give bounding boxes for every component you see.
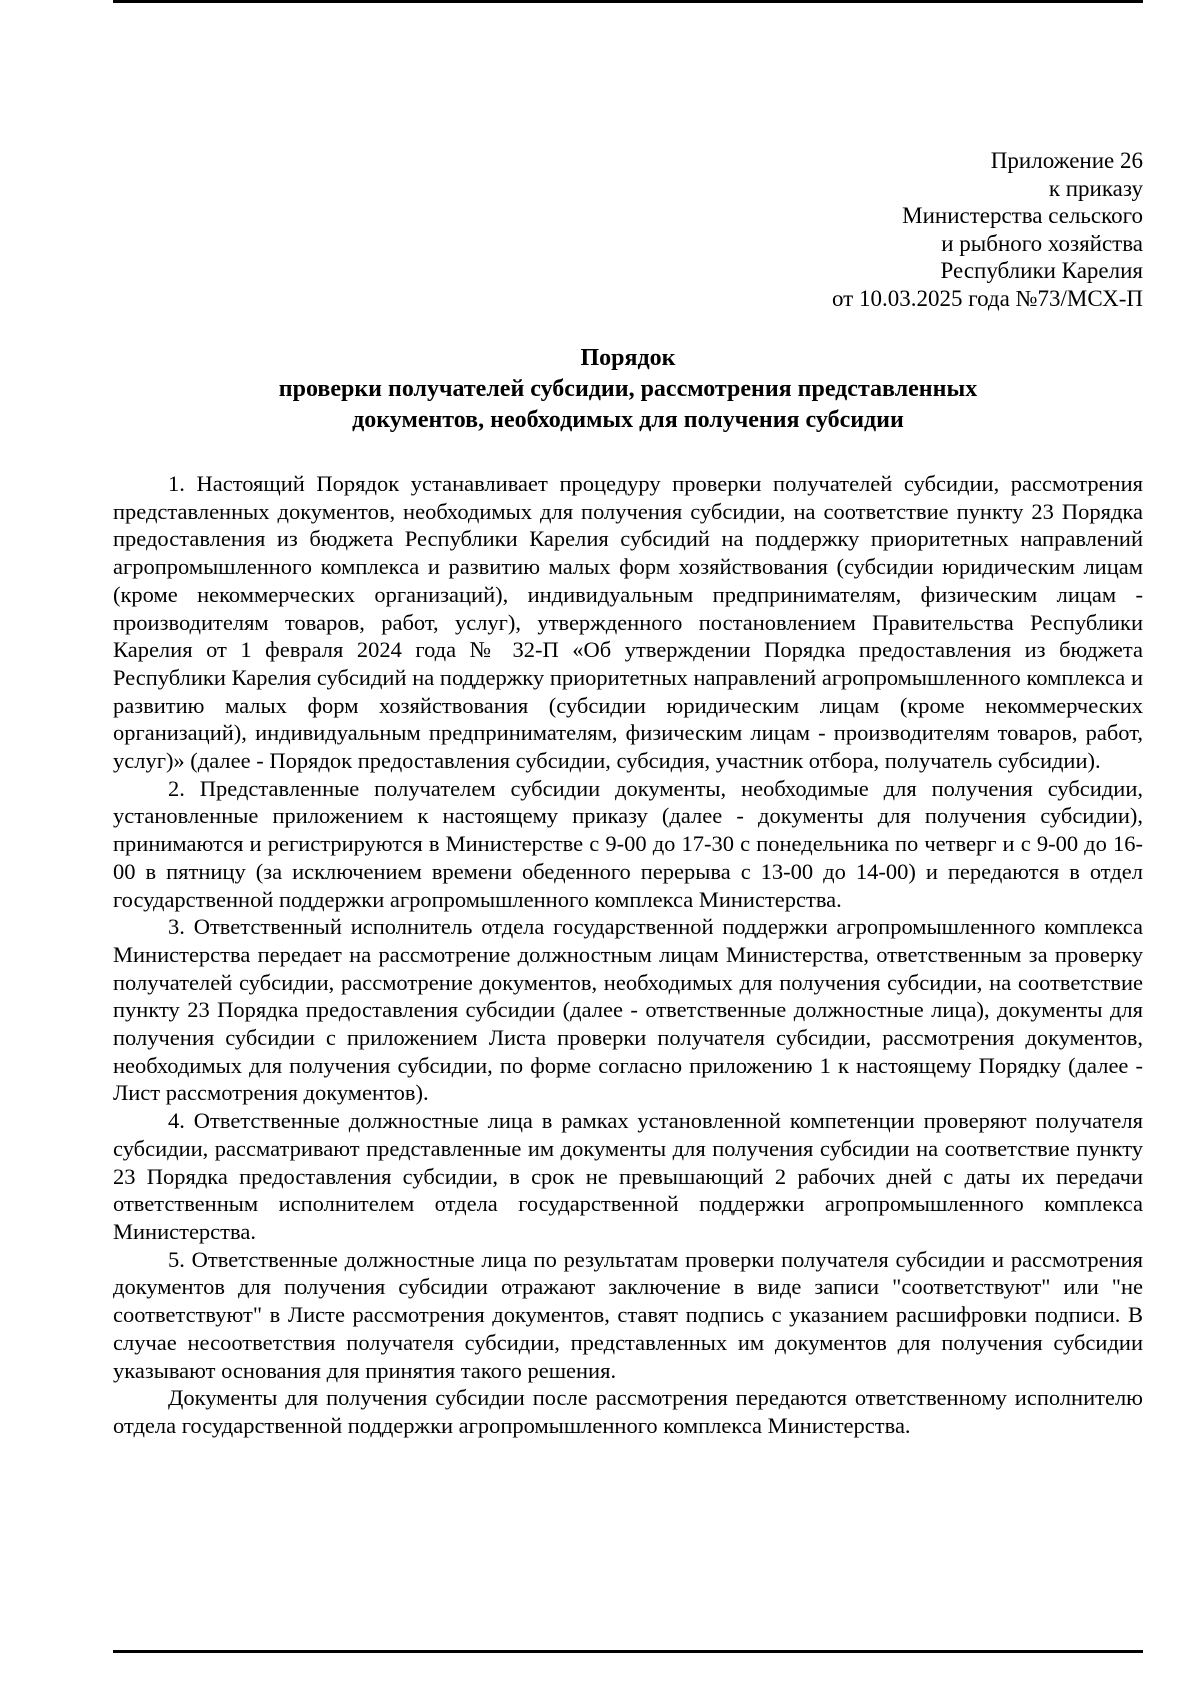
document-title xyxy=(113,343,1143,436)
appendix-line: от 10.03.2025 года №73/МСХ-П xyxy=(831,285,1143,311)
paragraph-4: 4. Ответственные должностные лица в рамках установленной компетенции проверяют получателя субсидии, рассматривают представленные им документы для получения субсидии на соответствие пункту 23 Порядка предоставления субсидии, в срок не превышающий 2 рабочих дней с даты их передачи ответственным исполнителем отдела государственной поддержки агропромышленного комплекса Министерства. xyxy=(113,1108,1143,1244)
paragraph-2: 2. Представленные получателем субсидии документы, необходимые для получения субсидии, установленные приложением к настоящему приказу (далее - документы для получения субсидии), принимаются и регистрируются в Министерстве с 9-00 до 17-30 с понедельника по четверг и с 9-00 до 16-00 в пятницу (за исключением времени обеденного перерыва с 13-00 до 14-00) и передаются в отдел государственной поддержки агропромышленного комплекса Министерства. xyxy=(113,775,1143,912)
paragraph-1: 1. Настоящий Порядок устанавливает процедуру проверки получателей субсидии, рассмотрения представленных документов, необходимых для получения субсидии, на соответствие пункту 23 Порядка предоставления из бюджета Республики Карелия субсидий на поддержку приоритетных направлений агропромышленного комплекса и развитию малых форм хозяйствования (субсидии юридическим лицам (кроме некоммерческих организаций), индивидуальным предпринимателям, физическим лицам - производителям товаров, работ, услуг), утвержденного постановлением Правительства Республики Карелия от 1 февраля 2024 года № 32-П «Об утверждении Порядка предоставления из бюджета Республики Карелия субсидий на поддержку приоритетных направлений агропромышленного комплекса и развитию малых форм хозяйствования (субсидии юридическим лицам (кроме некоммерческих организаций), индивидуальным предпринимателям, физическим лицам - производителям товаров, работ, услуг)» (далее - Порядок предоставления субсидии, субсидия, участник отбора, получатель субсидии). xyxy=(113,471,1143,774)
document-body xyxy=(113,470,1143,1440)
bottom-rule xyxy=(113,1650,1143,1653)
appendix-note xyxy=(832,147,1143,312)
appendix-line: и рыбного хозяйства xyxy=(941,230,1143,256)
top-rule xyxy=(113,0,1143,3)
paragraph-6: Документы для получения субсидии после рассмотрения передаются ответственному исполнителю отдела государственной поддержки агропромышленного комплекса Министерства. xyxy=(113,1385,1143,1438)
title-heading: Порядок xyxy=(580,345,676,371)
appendix-line: Республики Карелия xyxy=(940,258,1143,283)
appendix-line: Министерства сельского xyxy=(902,203,1143,228)
title-line: проверки получателей субсидии, рассмотрения представленных xyxy=(278,376,978,402)
paragraph-5: 5. Ответственные должностные лица по результатам проверки получателя субсидии и рассмотрения документов для получения субсидии отражают заключение в виде записи "соответствуют" или "не соответствуют" в Листе рассмотрения документов, ставят подпись с указанием расшифровки подписи. В случае несоответствия получателя субсидии, представленных им документов для получения субсидии указывают основания для принятия такого решения. xyxy=(113,1246,1143,1383)
paragraph-3: 3. Ответственный исполнитель отдела государственной поддержки агропромышленного комплекса Министерства передает на рассмотрение должностным лицам Министерства, ответственным за проверку получателей субсидии, рассмотрение документов, необходимых для получения субсидии, на соответствие пункту 23 Порядка предоставления субсидии (далее - ответственные должностные лица), документы для получения субсидии с приложением Листа проверки получателя субсидии, рассмотрения документов, необходимых для получения субсидии, по форме согласно приложению 1 к настоящему Порядку (далее - Лист рассмотрения документов). xyxy=(113,914,1143,1106)
appendix-line: к приказу xyxy=(1048,175,1143,201)
title-line: документов, необходимых для получения субсидии xyxy=(352,407,904,433)
appendix-line: Приложение 26 xyxy=(990,148,1143,173)
